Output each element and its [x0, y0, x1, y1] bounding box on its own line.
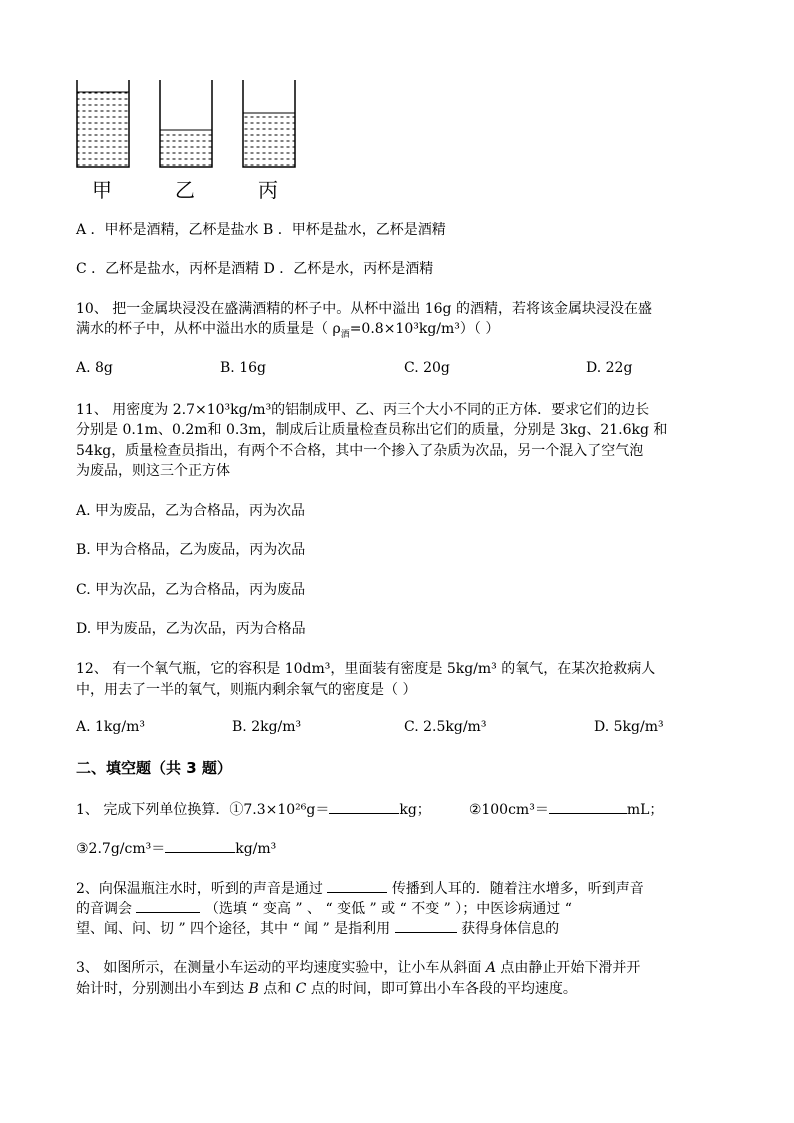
f1-line-1 — [76, 799, 663, 820]
f3-point-c: C — [295, 981, 307, 997]
cup-yi — [160, 80, 212, 167]
f2-line-3-pre: 望、闻、问、切 ” 四个途径，其中 “ 闻 ” 是指利用 — [76, 921, 391, 937]
f3-line-2-post: 点的时间，即可算出小车各段的平均速度。 — [310, 981, 577, 997]
f1-c-text: ③2.7g/cm³＝ — [76, 841, 166, 857]
q12-option-a: A. 1kg/m³ — [76, 719, 145, 735]
q10-line-2-sub: 酒 — [340, 330, 350, 340]
f1-a-unit: kg； — [399, 802, 431, 818]
f3-line-1-pre: 3、 如图所示，在测量小车运动的平均速度实验中，让小车从斜面 — [76, 960, 482, 976]
f3-line-1 — [76, 958, 640, 978]
f1-a-text: 1、 完成下列单位换算．①7.3×10²⁶g＝ — [76, 802, 330, 818]
f2-line-1-post: 传播到人耳的．随着注水增多，听到声音 — [391, 881, 644, 897]
f1-b-text: ②100cm³＝ — [468, 802, 549, 818]
f2-blank-2[interactable] — [136, 898, 200, 913]
f2-blank-3[interactable] — [395, 918, 457, 933]
q10-line-2-pre: 满水的杯子中，从杯中溢出水的质量是（ ρ — [76, 321, 341, 337]
f2-line-2-pre: 的音调会 — [76, 901, 132, 917]
q12-line-2: 中，用去了一半的氧气，则瓶内剩余氧气的密度是（ ） — [76, 682, 417, 698]
q9-options-line-1: A ．甲杯是酒精，乙杯是盐水 B ．甲杯是盐水，乙杯是酒精 — [76, 222, 446, 238]
f3-point-a: A — [485, 960, 496, 976]
q12-line-1: 12、 有一个氧气瓶，它的容积是 10dm³，里面装有密度是 5kg/m³ 的氧气，在某次抢救病人 — [76, 661, 656, 677]
q11-line-3: 54kg，质量检查员指出，有两个不合格，其中一个掺入了杂质为次品，另一个混入了空气泡 — [76, 443, 644, 459]
f2-line-2-post: （选填 “ 变高 ” 、 “ 变低 ” 或 “ 不变 ” ）；中医诊病通过 “ — [204, 901, 572, 917]
f2-line-1-pre: 2、向保温瓶注水时，听到的声音是通过 — [76, 881, 323, 897]
f1-b-unit: mL； — [626, 802, 664, 818]
q12-option-b: B. 2kg/m³ — [232, 719, 302, 735]
q10-line-1: 10、 把一金属块浸没在盛满酒精的杯子中。从杯中溢出 16g 的酒精，若将该金属块浸没在盛 — [76, 301, 652, 317]
q11-line-2: 分别是 0.1m、0.2m和 0.3m，制成后让质量检查员称出它们的质量，分别是 3kg、21.6kg 和 — [76, 422, 668, 438]
q10-line-2 — [76, 319, 499, 341]
q9-options-line-2: C ．乙杯是盐水，丙杯是酒精 D ．乙杯是水，丙杯是酒精 — [76, 261, 434, 277]
f3-line-2-pre: 始计时，分别测出小车到达 — [76, 981, 244, 997]
f2-blank-1[interactable] — [327, 878, 387, 893]
f1-line-2 — [76, 838, 276, 859]
q10-option-d: D. 22g — [586, 360, 633, 376]
f3-point-b: B — [248, 981, 259, 997]
f2-line-2 — [76, 898, 572, 919]
cup-jia — [77, 80, 129, 167]
f2-line-3-post: 获得身体信息的 — [461, 921, 560, 937]
q10-line-2-post: =0.8×10³kg/m³）（ ） — [349, 321, 500, 337]
q12-option-d: D. 5kg/m³ — [594, 719, 664, 735]
q11-option-c: C. 甲为次品，乙为合格品，丙为废品 — [76, 582, 306, 598]
f3-line-2 — [76, 979, 577, 999]
cup-label-jia: 甲 — [92, 178, 112, 202]
cup-label-yi: 乙 — [175, 178, 195, 202]
q11-option-d: D. 甲为废品，乙为次品，丙为合格品 — [76, 621, 306, 637]
q10-option-a: A. 8g — [76, 360, 113, 376]
f2-line-3 — [76, 918, 559, 939]
q11-line-4: 为废品，则这三个正方体 — [76, 463, 230, 479]
f3-line-1-post: 点由静止开始下滑并开 — [500, 960, 641, 976]
q11-line-1: 11、 用密度为 2.7×10³kg/m³的铝制成甲、乙、丙三个大小不同的正方体．要求它们的边长 — [76, 402, 650, 418]
q10-option-c: C. 20g — [404, 360, 450, 376]
q11-option-a: A. 甲为废品，乙为合格品，丙为次品 — [76, 503, 306, 519]
f2-line-1 — [76, 878, 644, 899]
f1-c-unit: kg/m³ — [235, 841, 277, 857]
f1-blank-3[interactable] — [165, 838, 235, 853]
f1-blank-2[interactable] — [549, 799, 627, 814]
q10-option-b: B. 16g — [220, 360, 266, 376]
f3-line-2-mid: 点和 — [263, 981, 292, 997]
q11-option-b: B. 甲为合格品，乙为废品，丙为次品 — [76, 542, 306, 558]
section-2-title: 二、填空题（共 3 题） — [76, 759, 232, 777]
cup-label-bing: 丙 — [258, 178, 278, 202]
cup-bing — [243, 80, 295, 167]
q12-option-c: C. 2.5kg/m³ — [404, 719, 487, 735]
f1-blank-1[interactable] — [329, 799, 399, 814]
cups-figure — [70, 78, 310, 173]
